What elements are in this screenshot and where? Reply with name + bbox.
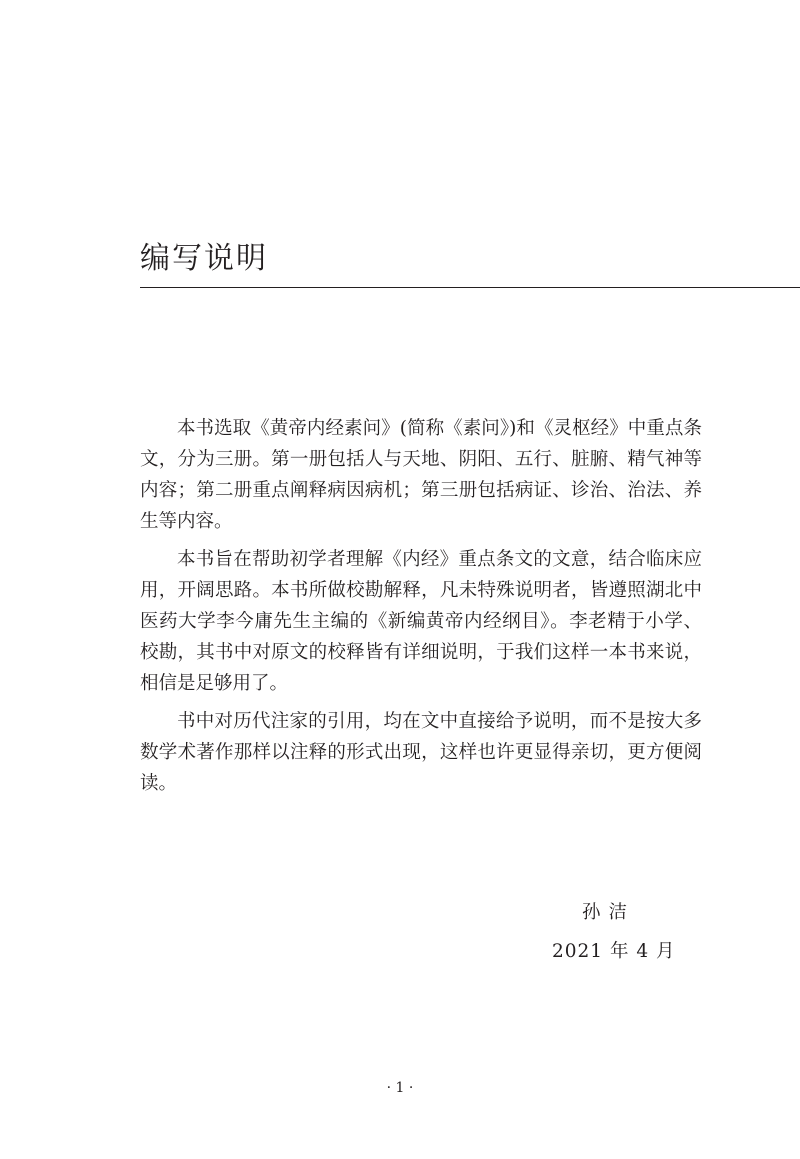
paragraph-3: 书中对历代注家的引用，均在文中直接给予说明，而不是按大多数学术著作那样以注释的形式出现，这样也许更显得亲切，更方便阅读。 [140, 711, 702, 794]
author-signature: 孙洁 [582, 902, 636, 923]
signature-date: 2021 年 4 月 [552, 941, 676, 962]
page-heading: 编写说明 [140, 241, 268, 276]
paragraph-1: 本书选取《黄帝内经素问》(简称《素问》)和《灵枢经》中重点条文，分为三册。第一册包括人与天地、阴阳、五行、脏腑、精气神等内容；第二册重点阐释病因病机；第三册包括病证、诊治、治法、养生等内容。 [140, 418, 702, 532]
page-number: · 1 · [386, 1080, 414, 1096]
heading-divider [140, 287, 800, 288]
paragraph-2: 本书旨在帮助初学者理解《内经》重点条文的文意，结合临床应用，开阔思路。本书所做校勘解释，凡未特殊说明者，皆遵照湖北中医药大学李今庸先生主编的《新编黄帝内经纲目》。李老精于小学、校勘，其书中对原文的校释皆有详细说明，于我们这样一本书来说，相信是足够用了。 [140, 549, 702, 694]
body-text [140, 413, 702, 806]
